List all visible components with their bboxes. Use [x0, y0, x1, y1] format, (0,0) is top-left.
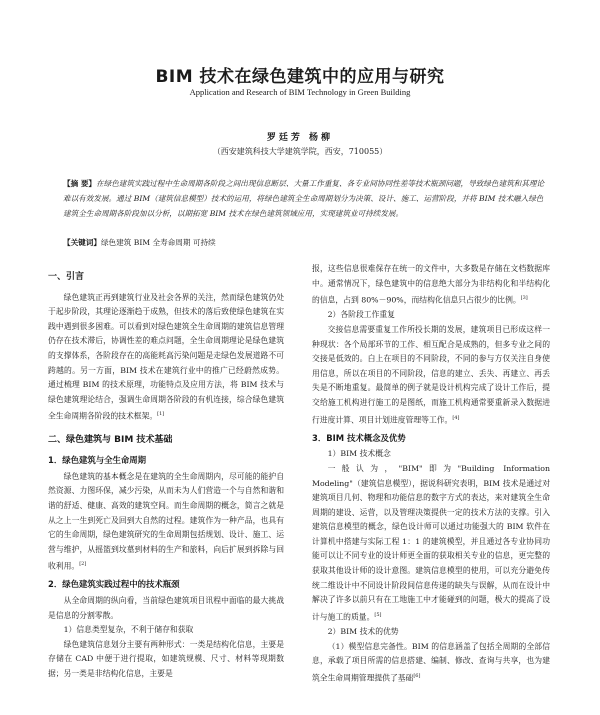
paragraph-2-2: 从全命周期的纵向看，当前绿色建筑项目讯程中面临的最大挑战是信息的分割零散。	[48, 596, 284, 620]
item-heading-2-2-2: 2）各阶段工作重复	[327, 310, 395, 320]
subsection-heading-2-1: 1．绿色建筑与全生命周期	[48, 455, 146, 466]
item-heading-3-2: 2）BIM 技术的优势	[327, 627, 399, 637]
paper-title: BIM 技术在绿色建筑中的应用与研究	[155, 67, 445, 87]
paragraph-2-2-2: 交接信息需要重复工作所投长期的发展，建筑项目已形成这样一种现状：各个局部环节的工作、相互配合是成熟的，但多专业之间的交接是低效的。白上在项目的不同阶段，不同的参与方仅关注自身使用信息，所以在项目的不同阶段，信息的建立、丢失、再建立、再丢失是不断地重复。最简单的例子就是设计机构完成了设计工作后，提交给施工机构进行施工的是图纸，而施工机构通常要重新录入数据进行进度计算、项目计划进度管理等工作。[4]	[312, 324, 550, 425]
subsection-heading-3: 3．BIM 技术概念及优势	[312, 432, 406, 443]
item-heading-3-1: 1）BIM 技术概念	[327, 449, 391, 459]
reference-mark: [2]	[79, 561, 87, 568]
keywords	[63, 236, 546, 249]
paper-subtitle: Application and Research of BIM Technology in Green Building	[189, 87, 411, 97]
subsection-heading-2-2: 2．绿色建筑实践过程中的技术瓶颈	[48, 579, 180, 590]
section-heading-intro: 一、引言	[48, 272, 85, 282]
reference-mark: [4]	[452, 414, 460, 421]
abstract	[63, 176, 546, 222]
section-heading-two: 二、绿色建筑与 BIM 技术基础	[48, 434, 173, 445]
paragraph-2-2-1: 绿色建筑信息划分主要有两种形式：一类是结构化信息，主要是存储在 CAD 中便于进行提取，如建筑规模、尺寸、材料等现期数据；另一类是非结构化信息，主要是	[48, 639, 284, 679]
reference-mark: [1]	[157, 411, 165, 418]
right-column	[312, 262, 550, 686]
paragraph-intro: 绿色建筑正再到建筑行业及社会各界的关注，然而绿色建筑仍处于起步阶段，其理论逐渐趋于成熟，但技术的落后致使绿色建筑在实践中遇到很多困难。可以看到对绿色建筑全生命周期的建筑信息管理仍存在技术滞后，协调性差的难点问题，全生命周期理论是绿色建筑的支撑体系，各阶段存在的高能耗高污染问题是走绿色发展道路不可跨越的。另一方面，BIM 技术在建筑行业中的推广已经蔚然成势。通过梳理 BIM 的技术原理，功能特点及应用方法，将 BIM 技术与绿色建筑理论结合，强调生命周期各阶段的有机连接，综合绿色建筑全生命周期各阶段的技术框架。[1]	[48, 292, 284, 421]
abstract-label: 【摘 要】	[63, 179, 97, 188]
item-heading-2-2-1: 1）信息类型复杂，不利于储存和获取	[63, 625, 194, 635]
reference-mark: [3]	[520, 295, 528, 302]
paragraph-continued: 报，这些信息很难保存在统一的文件中，大多数是存储在文档数据库中。通常情况下，绿色建筑中的信息绝大部分为非结构化和半结构化的信息，占到 80%－90%，而结构化信息只占很少的比例。[3]	[312, 264, 550, 305]
reference-mark: [6]	[413, 672, 421, 679]
keywords-text: 绿色建筑 BIM 全寿命周期 可持续	[100, 238, 216, 247]
keywords-label: 【关键词】	[63, 238, 101, 247]
paragraph-3-1: 一般认为，"BIM"即为"Building Information Modeling"（建筑信息模型），据说科研究表明，BIM 技术是通过对建筑项目几何、物理和功能信息的数字方式的表达，来对建筑全生命周期的建设、运营，以及管理决策提供一定的技术方法的支撑。引入建筑信息模型的概念，绿色设计师可以通过功能强大的 BIM 软件在计算机中搭建与实际工程 1：1 的建筑模型，并且通过各专业协同功能可以让不同专业的设计师更全面的获取相关专业的信息，更完整的获取其他设计师的设计意图。建筑信息模型的使用，可以充分避免传统二维设计中不同设计阶段间信息传递的缺失与误解，从而在设计中解决了许多以前只有在工地施工中才能碰到的问题，极大的提高了设计与施工的质量。[5]	[312, 463, 550, 622]
abstract-text: 在绿色建筑实践过程中生命周期各阶段之间出现信息断层、大量工作重复、各专业间协同性差等技术瓶颈问题，导致绿色建筑和其理论难以有效发展。通过 BIM（建筑信息模型）技术的运用，将绿色建筑全生命周期划分为决策、设计、施工、运营阶段，并将 BIM 技术融入绿色建筑全生命周期各阶段加以分析，以期拓宽 BIM 技术在绿色建筑领域应用，实现建筑业可持续发展。	[63, 179, 545, 219]
reference-mark: [5]	[374, 611, 382, 618]
authors: 罗廷芳 杨柳	[266, 133, 334, 143]
paragraph-3-2: （1）模型信息完备性。BIM 的信息涵盖了包括全周期的全部信息，承载了项目所需的信息搭建、编制、修改、查询与共享，也为建筑全生命周期管理提供了基础[6]	[312, 641, 550, 683]
affiliation: （西安建筑科技大学建筑学院，西安，710055）	[212, 147, 388, 156]
paragraph-2-1: 绿色建筑的基本概念是在建筑的全生命周期内，尽可能的能护自然资源、力图环保，减少污染，从而未为人们营造一个与自然和谐和谐的舒适、健康、高效的建筑空间。而生命周期的概念，简言之就是从之上一生到死亡及回到大自然的过程。建筑作为一种产品，也具有它的生命周期，绿色建筑研究的生命周期包括规划、设计、施工、运营与维护，从摇篮到坟墓到材料的生产和旅料，向后扩展到拆除与回收利用。[2]	[48, 471, 284, 571]
left-column	[48, 262, 284, 682]
